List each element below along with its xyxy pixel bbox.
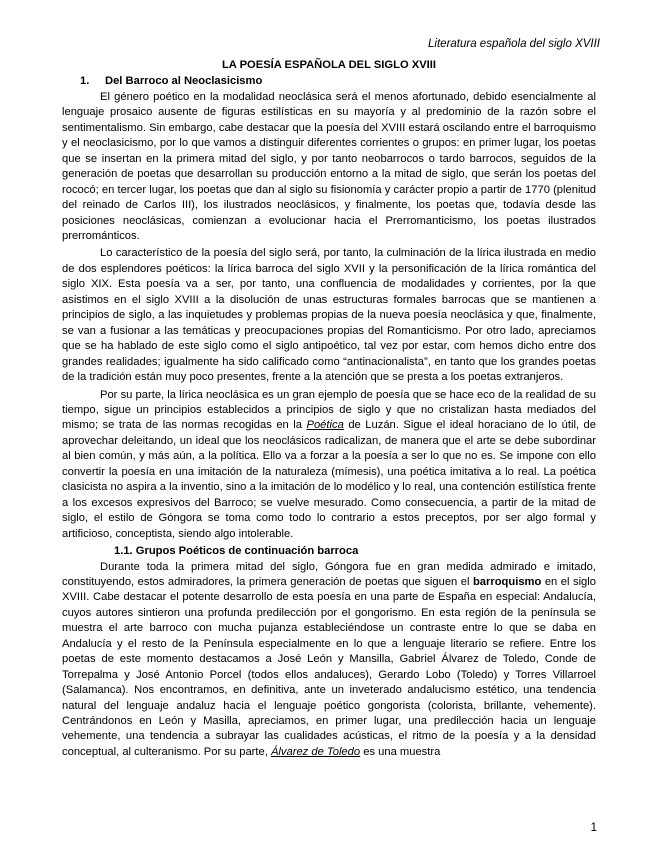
subsection-heading: 1.1. Grupos Poéticos de continuación barroca [114,545,359,558]
running-header: Literatura española del siglo XVIII [428,38,600,50]
author-name-link: Álvarez de Toledo [270,745,361,758]
work-title-poetica: Poética [306,419,344,432]
paragraph [62,388,596,543]
text-run: es una muestra [360,745,441,758]
text-run: en el siglo XVIII. Cabe destacar el potente desarrollo de esta poesía en una parte de España en especial: Andalucía, cuyos autores sintieron una profunda predilección por el gongorismo. En esta región de la península se muestra el arte barroco con mucha pujanza estableciéndose un contraste entre lo que se daba en Andalucía y el resto de la Península especialmente en lo que a lenguaje literario se refiere. Entre los poetas de este momento destacamos a José León y Mansilla, Gabriel Álvarez de Toledo, Conde de Torrepalma y José Antonio Porcel (todos ellos andaluces), Gerardo Lobo (Toledo) y Torres Villarroel (Salamanca). Nos encontramos, en definitiva, ante un inveterado andalucismo estético, una tendencia natural del lenguaje andaluz hacia el lenguaje poético gongorista (colorista, brillante, vehemente). Centrándonos en León y Masilla, apreciamos, en primer lugar, una predilección hacia un lenguaje vehemente, una tendencia a subrayar las cualidades acústicas, el ritmo de la poesía y a la densidad conceptual, al culteranismo. Por su parte, [62,575,596,758]
text-run: Durante toda la primera mitad del siglo, Góngora fue en gran medida admirado e imitado, constituyendo, estos admiradores, la primera generación de poetas que siguen el [62,560,596,588]
document-title: LA POESÍA ESPAÑOLA DEL SIGLO XVIII [221,59,437,71]
section-number: 1. [80,75,90,88]
paragraph: Lo característico de la poesía del siglo será, por tanto, la culminación de la lírica ilustrada en medio de dos esplendores poéticos: la lírica barroca del siglo XVII y la personificación de la lírica romántica del siglo XIX. Esta poesía va a ser, por tanto, una confluencia de modalidades y corrientes, por la que asistimos en el siglo XVIII a la disolución de unas estructuras formales barrocas que se mantienen a principios de siglo, a las inquietudes y problemas propias de la nueva poesía neoclásica y que, finalmente, se van a fusionar a las temáticas y preocupaciones propias del Romanticismo. Por otro lado, apreciamos que se ha hablado de este siglo como el siglo antipoético, tal vez por estar, com hemos dicho entre dos grandes realidades; igualmente ha sido calificado como “antinacionalista”, en tanto que los grandes poetas de la tradición están muy poco presentes, frente a la atención que se presta a los poetas extranjeros. [62,247,596,384]
paragraph: El género poético en la modalidad neoclásica será el menos afortunado, debido esencialmente al lenguaje prosaico ausente de figuras estilísticas en su mayoría y al predominio de la razón sobre el sentimentalismo. Sin embargo, cabe destacar que la poesía del XVIII estará oscilando entre el barroquismo y el neoclasicismo, por lo que vamos a distinguir diferentes corrientes o grupos: en primer lugar, los poetas que se insertan en la primera mitad del siglo, y por tanto neobarrocos o tardo barrocos, seguidos de la generación de poetas que desarrollan su producción entorno a la mitad de siglo, que serán los poetas del rococó; en tercer lugar, los poetas que dan al siglo su fisionomía y carácter propio a partir de 1770 (plenitud del reinado de Carlos III), los ilustrados neoclásicos, y finalmente, los poetas que, todavía desde las posiciones neoclásicas, comienzan a evolucionar hacia el Prerromanticismo, los poetas ilustrados prerrománticos. [62,90,596,242]
section-title: Del Barroco al Neoclasicismo [105,75,263,88]
text-run: Por su parte, la lírica neoclásica es un gran ejemplo de poesía que se hace eco de la realidad de su tiempo, sigue un principios establecidos a principios de siglo y que no cristalizan hasta mediados del mismo; se trata de las normas recogidas en la [62,388,596,432]
page-number: 1 [590,822,597,834]
bold-term-barroquismo: barroquismo [472,575,542,588]
section-heading [62,74,596,89]
document-body [62,58,596,760]
paragraph [62,560,596,761]
text-run: de Luzán. Sigue el ideal horaciano de lo útil, de aprovechar deleitando, un ideal que los neoclásicos radicalizan, de manera que el arte se debe subordinar al bien común, y más aún, a la política. Ello va a forzar a la poesía a ser lo que no es. Se impone con ello convertir la poesía en una imitación de la naturaleza (mímesis), una poética imitativa a lo real. La poética clasicista no aspira a la inventio, sino a la imitación de lo modélico y lo real, una contención estilística frente a los excesos expresivos del Barroco; se vuelve mesurado. Como consecuencia, a partir de la mitad de siglo, el estilo de Góngora se toma como todo lo contrario a estos preceptos, por ser algo formal y artificioso, conceptista, siendo algo intolerable. [62,419,596,540]
